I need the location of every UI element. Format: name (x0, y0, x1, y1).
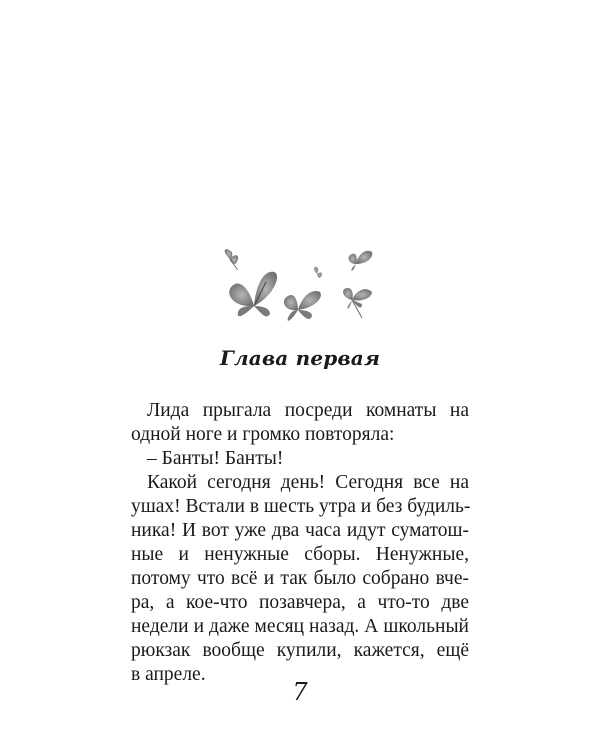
text-line: потому что всё и так было собрано вче- (131, 568, 469, 589)
text-line: ра, а кое-что позавчера, а что-то две (131, 592, 469, 613)
text-line: рюкзак вообще купили, кажется, ещё (131, 640, 469, 661)
body-text (131, 399, 469, 687)
butterfly-small-left (224, 247, 240, 271)
butterfly-lower-right (343, 288, 372, 318)
butterflies-icon (214, 240, 384, 340)
butterfly-upper-right (349, 251, 373, 271)
butterfly-large-left (229, 272, 277, 317)
text-line: – Банты! Банты! (147, 448, 284, 469)
text-line: одной ноге и громко повторяла: (131, 424, 395, 445)
text-line: Какой сегодня день! Сегодня все на (147, 472, 469, 493)
chapter-title: Глава первая (219, 346, 381, 370)
butterfly-tiny (314, 267, 322, 278)
page-number: 7 (292, 678, 308, 706)
text-line: ника! И вот уже два часа идут суматош- (131, 520, 469, 541)
text-line: ушах! Встали в шесть утра и без будиль- (131, 496, 471, 517)
butterfly-middle (284, 291, 321, 321)
text-line: ные и ненужные сборы. Ненужные, (131, 544, 469, 565)
text-line: Лида прыгала посреди комнаты на (147, 400, 469, 421)
text-line: в апреле. (131, 664, 206, 685)
text-line: недели и даже месяц назад. А школьный (131, 616, 469, 637)
